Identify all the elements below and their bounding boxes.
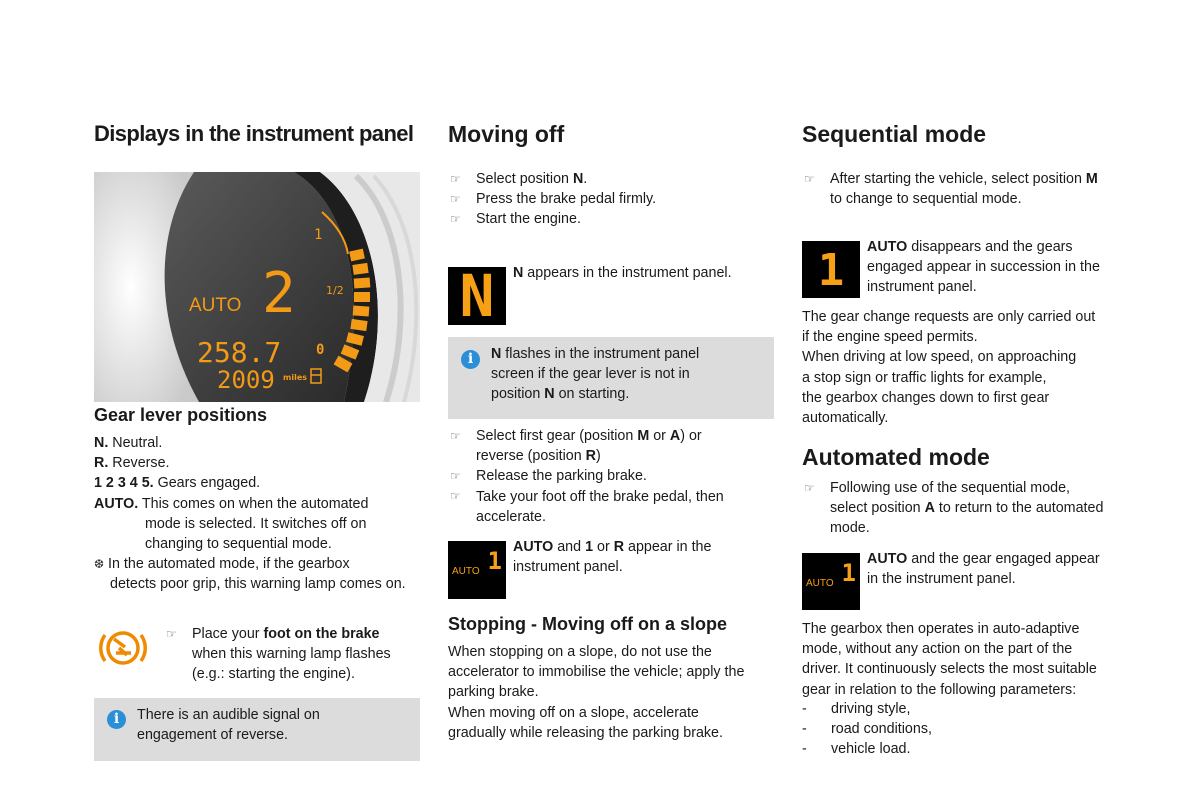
sequential-step: ☞ After starting the vehicle, select position M to change to sequential mode. xyxy=(804,171,1098,208)
heading-slope: Stopping - Moving off on a slope xyxy=(448,614,727,634)
auto-adaptive-paragraph: The gearbox then operates in auto-adaptive mode, without any action on the part of the driver. It continuously selects the most suitable gear in relation to the following parameters: xyxy=(802,621,1097,698)
gear-select-steps: ☞ ☞ ☞ Select first gear (position M or A) or reverse (position R) Release the parking brake. Take your foot off the brake pedal, then accelerate. xyxy=(450,428,724,525)
automated-step: ☞ Following use of the sequential mode, select position A to return to the automated mode. xyxy=(804,480,1104,537)
n-appears-text: N appears in the instrument panel. xyxy=(513,265,732,281)
list-item: - driving style, xyxy=(802,701,911,717)
moving-off-steps: ☞ ☞ ☞ Select position N. Press the brake pedal firmly. Start the engine. xyxy=(450,171,657,228)
gear-positions-list: N. Neutral. R. Reverse. 1 2 3 4 5. Gears engaged. AUTO. This comes on when the automated mode is selected. It switches off on changing to sequential mode. ❆ In the automated mode, if the gearbox detects poor grip, this warning lamp comes on. xyxy=(94,433,424,595)
snowflake-icon: ❆ xyxy=(94,557,105,572)
slope-paragraph: When stopping on a slope, do not use the accelerator to immobilise the vehicle; apply the parking brake. When moving off on a slope, accelerate gradually while releasing the parking brake. xyxy=(448,644,745,741)
pointing-hand-icon: ☞ xyxy=(804,481,815,495)
trip-reading: 258.7 xyxy=(197,336,282,369)
heading-gear-lever: Gear lever positions xyxy=(94,405,268,425)
gear-item-gears: 1 2 3 4 5. Gears engaged. xyxy=(94,475,261,492)
auto-label: AUTO xyxy=(189,295,242,316)
tick-1: 1 xyxy=(314,227,323,243)
heading-moving-off: Moving off xyxy=(448,121,565,147)
pointing-hand-icon: ☞ xyxy=(804,172,815,186)
list-item: - road conditions, xyxy=(802,721,932,738)
gear-digit: 2 xyxy=(262,261,296,326)
instrument-panel-illustration xyxy=(94,172,420,402)
brake-warning-lamp-icon xyxy=(97,627,149,669)
miles-unit: miles xyxy=(283,373,308,382)
auto-1-display: AUTO 1 xyxy=(448,541,506,599)
heading-automated-mode: Automated mode xyxy=(802,444,990,470)
sequential-display-text: AUTO disappears and the gears engaged appear in succession in the instrument panel. xyxy=(867,239,1100,296)
pointing-hand-icon: ☞ xyxy=(450,212,461,226)
n-display: N xyxy=(448,267,506,325)
pointing-hand-icon: ☞ xyxy=(450,192,461,206)
n-flash-info-box: i N flashes in the instrument panel screen if the gear lever is not in position N on starting. xyxy=(448,337,774,419)
info-icon: i xyxy=(107,710,126,729)
pointing-hand-icon: ☞ xyxy=(450,469,461,483)
info-icon: i xyxy=(461,350,480,369)
gear-item-reverse: R. Reverse. xyxy=(94,455,170,472)
pointing-hand-icon: ☞ xyxy=(166,627,177,641)
pointing-hand-icon: ☞ xyxy=(450,489,461,503)
gear-item-neutral: N. Neutral. xyxy=(94,435,163,451)
odometer-reading: 2009 xyxy=(217,366,275,394)
heading-sequential-mode: Sequential mode xyxy=(802,121,987,147)
parameters-list xyxy=(802,699,1102,760)
pointing-hand-icon: ☞ xyxy=(450,172,461,186)
gear-change-paragraph: The gear change requests are only carried out if the engine speed permits. When driving at low speed, on approaching a stop sign or traffic lights for example, the gearbox changes down to first gear automatically. xyxy=(802,309,1096,427)
heading-displays: Displays in the instrument panel xyxy=(94,121,414,146)
gear-item-auto: AUTO. This comes on when the automated xyxy=(94,495,369,512)
sequential-1-display: 1 xyxy=(802,241,860,298)
pointing-hand-icon: ☞ xyxy=(450,429,461,443)
brake-instruction: ☞ Place your foot on the brake when this warning lamp flashes (e.g.: starting the engine). xyxy=(166,626,391,683)
reverse-info-box: i There is an audible signal on engagement of reverse. xyxy=(94,698,420,761)
automated-display: AUTO 1 xyxy=(802,553,860,610)
auto-1-appears-text: AUTO and 1 or R appear in the instrument panel. xyxy=(513,539,712,576)
tick-half: 1/2 xyxy=(326,284,344,297)
automated-display-text: AUTO and the gear engaged appear in the instrument panel. xyxy=(867,551,1100,588)
list-item: - vehicle load. xyxy=(802,741,911,758)
grip-warning-line: ❆ In the automated mode, if the gearbox xyxy=(94,556,350,573)
tick-0: 0 xyxy=(316,342,325,358)
